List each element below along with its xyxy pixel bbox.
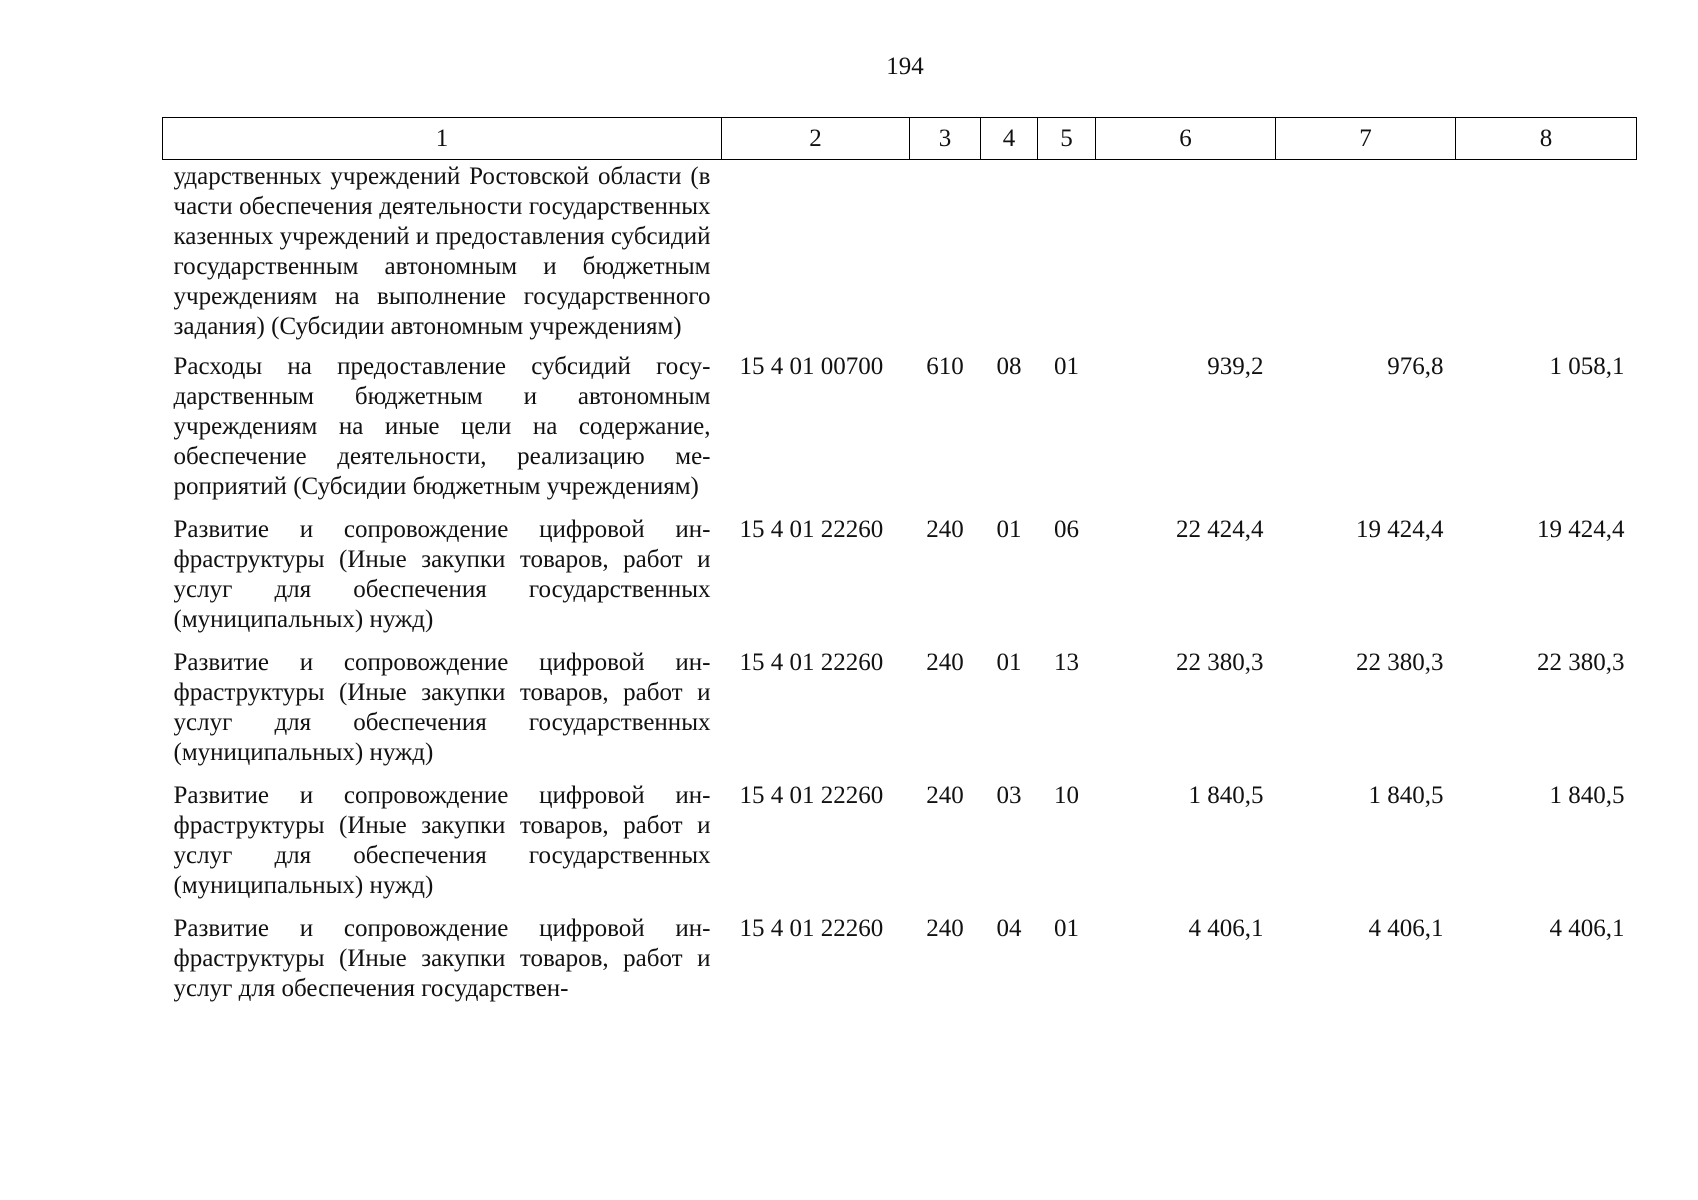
row-target-code: 15 4 01 22260 bbox=[739, 516, 884, 543]
row-amount-year-1: 22 424,4 bbox=[1176, 516, 1264, 543]
column-header-vr: 3 bbox=[910, 118, 981, 160]
row-section: 04 bbox=[996, 915, 1022, 942]
row-section: 01 bbox=[996, 649, 1022, 676]
row-amount-year-2: 22 380,3 bbox=[1356, 649, 1444, 676]
table-row bbox=[163, 160, 1637, 353]
row-amount-year-3: 1 840,5 bbox=[1549, 782, 1625, 809]
row-amount-year-1: 22 380,3 bbox=[1176, 649, 1264, 676]
row-description: Развитие и сопровождение цифровой инфраструктуры (Иные закупки товаров, работ и услуг для обеспечения государствен- bbox=[173, 915, 711, 1002]
row-section: 01 bbox=[996, 516, 1022, 543]
row-target-code: 15 4 01 22260 bbox=[739, 649, 884, 676]
row-subsection: 01 bbox=[1054, 915, 1079, 942]
row-description: Развитие и сопровождение цифровой инфраструктуры (Иные закупки товаров, работ и услуг для обеспечения государственных (муниципальных) нужд) bbox=[173, 782, 711, 899]
row-expense-type: 610 bbox=[926, 353, 964, 380]
row-expense-type bbox=[910, 160, 981, 353]
row-amount-year-1: 1 840,5 bbox=[1188, 782, 1264, 809]
row-amount-year-1: 4 406,1 bbox=[1188, 915, 1264, 942]
row-subsection: 13 bbox=[1054, 649, 1079, 676]
row-amount-year-3: 19 424,4 bbox=[1537, 516, 1625, 543]
table-row bbox=[163, 648, 1637, 781]
row-description: ударственных учреждений Ростовской области (в части обеспечения деятельности государственных казенных учреждений и предоставления субсидий государственным автономным и бюджетным учреждениям на выполнение государственного задания) (Субсидии автономным учреждениям) bbox=[173, 163, 711, 340]
table-row bbox=[163, 914, 1637, 1017]
row-section bbox=[981, 160, 1038, 353]
column-header-name: 1 bbox=[163, 118, 722, 160]
row-subsection: 06 bbox=[1054, 516, 1079, 543]
row-amount-year-2 bbox=[1276, 160, 1456, 353]
table-header-row bbox=[163, 118, 1637, 160]
row-amount-year-3: 22 380,3 bbox=[1537, 649, 1625, 676]
row-expense-type: 240 bbox=[926, 649, 964, 676]
column-header-code: 2 bbox=[722, 118, 910, 160]
row-description: Развитие и сопровождение цифровой инфраструктуры (Иные закупки товаров, работ и услуг для обеспечения государственных (муниципальных) нужд) bbox=[173, 649, 711, 766]
row-amount-year-2: 976,8 bbox=[1387, 353, 1444, 380]
row-amount-year-2: 1 840,5 bbox=[1368, 782, 1444, 809]
row-expense-type: 240 bbox=[926, 915, 964, 942]
row-amount-year-3 bbox=[1456, 160, 1637, 353]
row-amount-year-3: 4 406,1 bbox=[1549, 915, 1625, 942]
row-section: 03 bbox=[996, 782, 1022, 809]
table-row bbox=[163, 781, 1637, 914]
column-header-year-1: 6 bbox=[1096, 118, 1276, 160]
row-expense-type: 240 bbox=[926, 516, 964, 543]
row-subsection: 10 bbox=[1054, 782, 1079, 809]
column-header-year-2: 7 bbox=[1276, 118, 1456, 160]
row-target-code: 15 4 01 00700 bbox=[739, 353, 884, 380]
row-expense-type: 240 bbox=[926, 782, 964, 809]
row-target-code: 15 4 01 22260 bbox=[739, 782, 884, 809]
column-header-year-3: 8 bbox=[1456, 118, 1637, 160]
row-section: 08 bbox=[996, 353, 1022, 380]
row-amount-year-3: 1 058,1 bbox=[1549, 353, 1625, 380]
row-amount-year-2: 19 424,4 bbox=[1356, 516, 1444, 543]
column-header-rz: 4 bbox=[981, 118, 1038, 160]
row-description: Развитие и сопровождение цифровой инфраструктуры (Иные закупки товаров, работ и услуг для обеспечения государственных (муниципальных) нужд) bbox=[173, 516, 711, 633]
row-description: Расходы на предоставление субсидий государственным бюджетным и автономным учреждениям на иные цели на содержание, обеспечение деятельности, реализацию мероприятий (Субсидии бюджетным учреждениям) bbox=[173, 353, 711, 500]
row-amount-year-1 bbox=[1096, 160, 1276, 353]
row-target-code bbox=[722, 160, 910, 353]
budget-table bbox=[162, 117, 1637, 1017]
row-target-code: 15 4 01 22260 bbox=[739, 915, 884, 942]
page-number: 194 bbox=[886, 53, 924, 80]
row-subsection bbox=[1038, 160, 1096, 353]
table-row bbox=[163, 515, 1637, 648]
row-amount-year-2: 4 406,1 bbox=[1368, 915, 1444, 942]
column-header-pr: 5 bbox=[1038, 118, 1096, 160]
row-subsection: 01 bbox=[1054, 353, 1079, 380]
row-amount-year-1: 939,2 bbox=[1207, 353, 1264, 380]
table-row bbox=[163, 352, 1637, 515]
